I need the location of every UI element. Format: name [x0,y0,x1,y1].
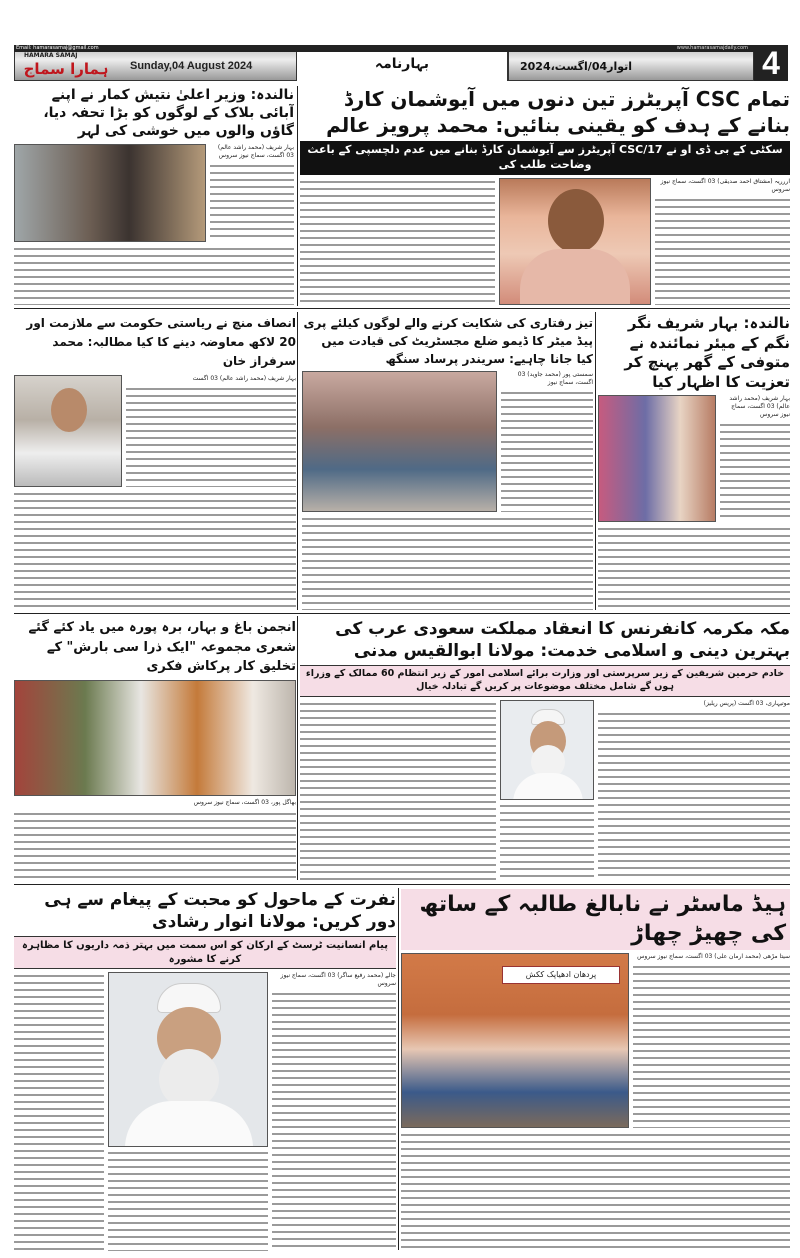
section-divider [14,308,790,309]
column-rule [297,86,298,306]
photo-sarfaraz-khan [14,375,122,487]
body-text [500,802,594,880]
story-prepaid-meter [302,314,593,610]
dateline-prepaid-meter: سمستی پور (محمد جاوید) 03 اگست، سماج نیوز [517,371,593,386]
date-english: Sunday,04 August 2024 [130,60,253,72]
photo-maulana-abul-qais [500,700,594,800]
dateline-csc: اررریہ (مشتاق احمد صدیقی) 03 اگست، سماج نیوز سروس [660,177,790,193]
subheadline-makkah: خادم حرمین شریفین کے زیر سرپرستی اور وزارت برائے اسلامی امور کے زیر انتظام 60 ممالک کے وزراء ہوں گے شامل مختلف موضوعات پر کریں گے تبادلہ خیال [300,665,790,697]
story-body [14,972,396,1251]
headline-mayor-condolence: نالندہ: بہار شریف نگر نگم کے میئر نمائندہ نے متوفی کے گھر پہنچ کر تعزیت کا اظہار کیا [624,314,790,391]
story-body [598,395,790,522]
dateline-anwar-rashadi: جالے (محمد رفیع ساگر) 03 اگست، سماج نیوز سروس [280,972,396,988]
website: www.hamarasamajdaily.com [676,45,748,51]
headline-anjuman-bagh-o-bahar: انجمن باغ و بہار، برہ پورہ میں یاد کئے گئے شعری مجموعہ "ایک ذرا سی بارش" کے تخلیق کار پرکاش فکری [28,620,296,674]
story-body [300,178,790,305]
photo-parvez-alam [499,178,651,305]
column-rule [398,888,399,1250]
text-column [210,144,294,242]
email: Email: hamarasamaj@gmail.com [16,45,99,51]
column-rule [297,616,298,880]
text-column [720,395,790,522]
story-csc [300,86,790,305]
text-column [633,953,790,1128]
headline-makkah-conference: مکہ مکرمہ کانفرنس کا انعقاد مملکت سعودی عرب کی بہترین دینی و اسلامی خدمت: مولانا ابوالقیس مدنی [335,619,790,662]
story-body [401,953,790,1128]
story-body [14,375,296,487]
notice-board-sign: پردھان ادھیاپک ککش [502,966,620,984]
dateline-nalanda-cm: بہار شریف (محمد راشد عالم) 03 اگست، سماج نیوز سروس [217,143,294,159]
body-text [14,810,296,880]
body-text [210,162,294,242]
body-text [598,710,790,880]
text-column [501,371,593,512]
headline-anwar-rashadi: نفرت کے ماحول کو محبت کے پیغام سے ہی دور کریں: مولانا انوار رشادی [44,890,396,933]
body-text [300,700,496,880]
page-number: 4 [754,45,788,81]
photo-protest-meeting [302,371,497,512]
story-body [300,700,790,880]
body-text [14,972,104,1251]
body-text [401,1131,790,1251]
section-divider [14,613,790,614]
text-column [272,972,396,1251]
story-body [14,144,294,242]
body-text [302,515,593,610]
dateline-headmaster: سیتا مڑھی (محمد ارمان علی) 03 اگست، سماج نیوز سروس [637,953,790,961]
dateline-anjuman: بھاگل پور، 03 اگست، سماج نیوز سروس [193,799,296,806]
headline-headmaster: ہیڈ ماسٹر نے نابالغ طالبہ کے ساتھ کی چھیڑ چھاڑ [401,889,790,950]
section-title-box [296,52,508,81]
body-text [655,196,790,305]
story-anjuman [14,618,296,880]
column-rule [595,312,596,610]
body-text [126,385,296,487]
text-column [598,700,790,880]
story-anwar-rashadi [14,889,396,1251]
text-column [126,375,296,487]
logo-english: HAMARA SAMAJ [24,52,78,59]
section-title: بہارنامہ [374,56,430,72]
dateline-makkah: موتیہاری، 03 اگست (پریس ریلیز) [703,699,790,707]
column-rule [297,312,298,610]
headline-nalanda-cm: نالندہ: وزیر اعلیٰ نتیش کمار نے اپنے آبائی بلاک کے لوگوں کو بڑا تحفہ دیا، گاؤں والوں میں خوشی کی لہر [43,87,294,140]
headline-insaaf-manch: انصاف منچ نے ریاستی حکومت سے ملازمت اور 20 لاکھ معاوضہ دینے کا کیا مطالبہ: محمد سرفراز خان [26,316,296,369]
photo-condolence-visit [598,395,716,522]
body-text [272,990,396,1251]
subheadline-csc: سکٹی کے بی ڈی او نے CSC/17 آپریٹرز سے آیوشمان کارڈ بنانے میں عدم دلچسپی کے باعث وضاحت طلب کی [300,141,790,175]
photo-column [108,972,268,1251]
story-body [302,371,593,512]
photo-column [500,700,594,880]
body-text [598,525,790,610]
body-text [633,963,790,1128]
story-insaaf-manch [14,314,296,610]
photo-school-office [401,953,629,1128]
dateline-mayor: بہار شریف (محمد راشد عالم) 03 اگست، سماج نیوز سروس [729,395,790,418]
story-makkah [300,618,790,880]
headline-csc: تمام CSC آپریٹرز تین دنوں میں آیوشمان کارڈ بنانے کے ہدف کو یقینی بنائیں: محمد پرویز عالم [326,87,790,137]
story-mayor [598,314,790,610]
headline-prepaid-meter: تیز رفتاری کی شکایت کرنے والے لوگوں کیلئے پری پیڈ میٹر کا ڈیمو ضلع مجسٹریٹ کی قیادت میں کیا جانا چاہیے: سریندر پرساد سنگھ [303,316,593,366]
photo-plaque-inauguration [14,144,206,242]
date-urdu: اتوار04/اگست،2024 [520,60,633,73]
section-divider [14,884,790,885]
body-text [300,178,495,305]
body-text [108,1149,268,1251]
text-column [655,178,790,305]
photo-poetry-gathering [14,680,296,797]
body-text [501,389,593,512]
story-headmaster [401,889,790,1251]
body-text [720,421,790,522]
photo-maulana-anwar-rashadi [108,972,268,1147]
story-nalanda-cm [14,86,294,305]
body-text [14,490,296,610]
dateline-insaaf-manch: بہار شریف (محمد راشد عالم) 03 اگست [192,374,296,382]
body-text [14,245,294,305]
masthead-top-strip [14,45,754,52]
logo-urdu: ہمارا سماج [23,60,109,78]
subheadline-anwar-rashadi: پیام انسانیت ٹرسٹ کے ارکان کو اس سمت میں بہتر ذمہ داریوں کا مظاہرہ کرنے کا مشورہ [14,936,396,969]
